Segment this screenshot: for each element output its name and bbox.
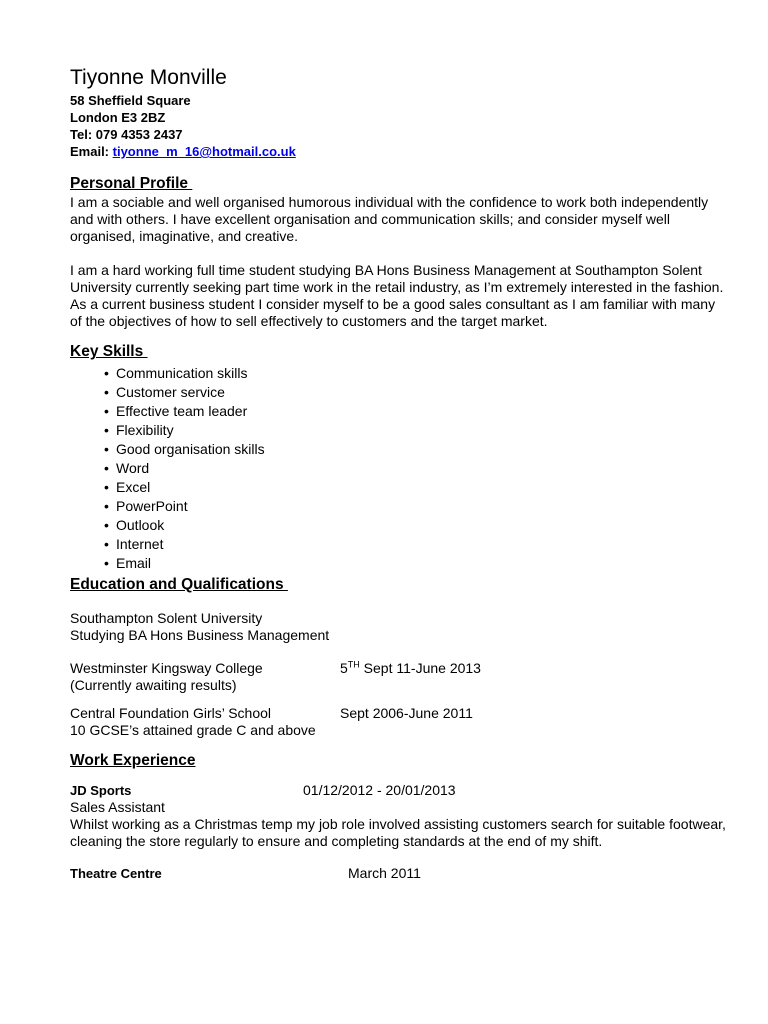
bullet-icon: • — [104, 479, 109, 495]
skills-list — [70, 364, 730, 573]
job1-description: Whilst working as a Christmas temp my job role involved assisting customers search for suitable footwear, cleaning the store regularly to ensure and completing standards at the end of my shift. — [70, 816, 726, 849]
job2-employer: Theatre Centre — [70, 866, 162, 881]
bullet-icon: • — [104, 517, 109, 533]
email-line — [70, 143, 730, 160]
list-item: • Flexibility — [104, 422, 174, 438]
bullet-icon: • — [104, 536, 109, 552]
key-skills-heading: Key Skills — [70, 343, 148, 360]
work-experience-section — [70, 751, 730, 882]
college-note: (Currently awaiting results) — [70, 677, 237, 693]
list-item: • Effective team leader — [104, 403, 248, 419]
profile-paragraph-1: I am a sociable and well organised humorous individual with the confidence to work both independently and with others. I have excellent organisation and communication skills; and consider myself well organised, imaginative, and creative. — [70, 194, 709, 244]
telephone-label: Tel: — [70, 127, 93, 142]
telephone-line — [70, 126, 730, 143]
university-name: Southampton Solent University — [70, 610, 263, 626]
list-item: • Customer service — [104, 384, 225, 400]
list-item: • Good organisation skills — [104, 441, 265, 457]
cv-document — [70, 64, 730, 882]
school-note: 10 GCSE’s attained grade C and above — [70, 722, 316, 738]
list-item: • PowerPoint — [104, 498, 188, 514]
email-label: Email: — [70, 144, 110, 159]
school-dates: Sept 2006-June 2011 — [340, 705, 473, 721]
bullet-icon: • — [104, 460, 109, 476]
college-name: Westminster Kingsway College — [70, 660, 263, 676]
list-item: • Word — [104, 460, 150, 476]
bullet-icon: • — [104, 384, 109, 400]
bullet-icon: • — [104, 441, 109, 457]
school-row — [70, 705, 730, 722]
education-section — [70, 575, 730, 739]
list-item: • Communication skills — [104, 365, 248, 381]
college-row — [70, 660, 730, 677]
telephone-value: 079 4353 2437 — [95, 127, 183, 142]
bullet-icon: • — [104, 422, 109, 438]
bullet-icon: • — [104, 555, 109, 571]
bullet-icon: • — [104, 498, 109, 514]
list-item: • Email — [104, 555, 152, 571]
college-dates: 5TH Sept 11-June 2013 — [340, 659, 481, 676]
job1-dates: 01/12/2012 - 20/01/2013 — [303, 782, 456, 798]
education-heading: Education and Qualifications — [70, 576, 288, 593]
bullet-icon: • — [104, 365, 109, 381]
address-line-2: London E3 2BZ — [70, 110, 166, 125]
university-course: Studying BA Hons Business Management — [70, 627, 330, 643]
key-skills-section — [70, 342, 730, 573]
work-experience-heading: Work Experience — [70, 752, 196, 769]
bullet-icon: • — [104, 403, 109, 419]
job1-role: Sales Assistant — [70, 799, 165, 815]
school-name: Central Foundation Girls’ School — [70, 705, 272, 721]
job1-row — [70, 782, 730, 799]
address-line-1: 58 Sheffield Square — [70, 93, 191, 108]
personal-profile-section — [70, 174, 730, 330]
candidate-name: Tiyonne Monville — [70, 66, 227, 89]
email-link[interactable]: tiyonne_m_16@hotmail.co.uk — [112, 144, 296, 159]
list-item: • Outlook — [104, 517, 165, 533]
profile-paragraph-2: I am a hard working full time student studying BA Hons Business Management at Southampton Solent University currently seeking part time work in the retail industry, as I’m extremely interested in the fashion. As a current business student I consider myself to be a good sales consultant as I am familiar with many of the objectives of how to sell effectively to customers and the target market. — [70, 262, 724, 329]
list-item: • Internet — [104, 536, 164, 552]
job2-dates: March 2011 — [348, 865, 421, 881]
job2-row — [70, 865, 730, 882]
personal-profile-heading: Personal Profile — [70, 175, 193, 192]
job1-employer: JD Sports — [70, 783, 132, 798]
list-item: • Excel — [104, 479, 151, 495]
